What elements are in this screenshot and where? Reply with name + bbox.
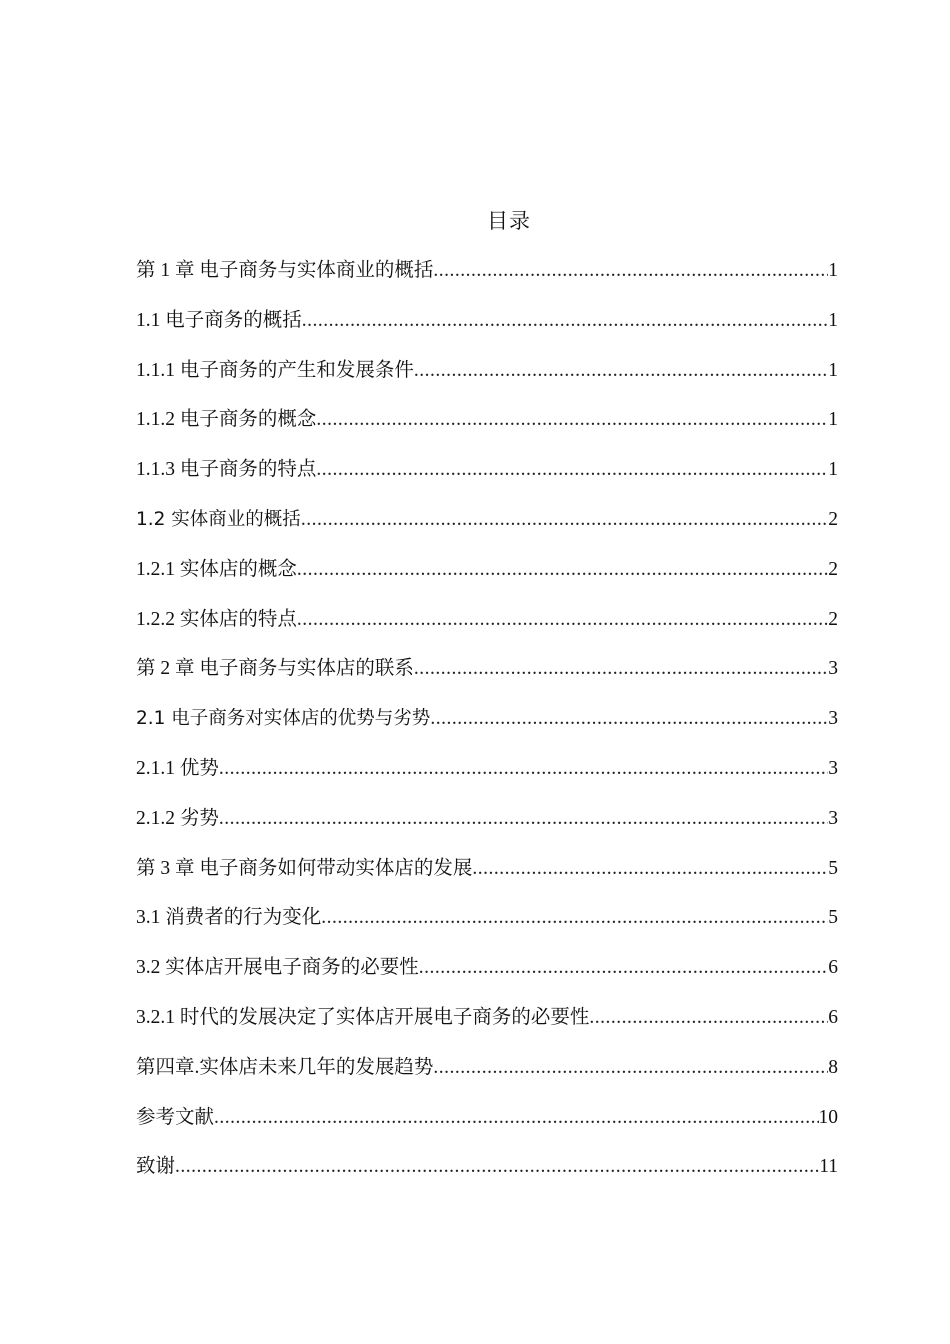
- dot-leader: [214, 1103, 818, 1133]
- toc-entry-label: 致谢: [136, 1156, 176, 1178]
- toc-entry-page-number: 3: [828, 807, 838, 829]
- toc-entry-page-number: 3: [828, 708, 838, 730]
- dot-leader: [316, 455, 828, 485]
- toc-entry[interactable]: [136, 754, 838, 804]
- toc-entry[interactable]: [136, 356, 838, 406]
- toc-entry-label: 2.1 电子商务对实体店的优势与劣势: [136, 708, 431, 730]
- toc-entry-label: 2.1.2 劣势: [136, 807, 219, 829]
- toc-entry[interactable]: [136, 953, 838, 1003]
- dot-leader: [301, 505, 828, 535]
- toc-entry-label: 1.1.1 电子商务的产生和发展条件: [136, 359, 414, 381]
- toc-entry[interactable]: [136, 405, 838, 455]
- toc-title: 目录: [487, 209, 531, 233]
- toc-entry[interactable]: [136, 1152, 838, 1202]
- toc-entry[interactable]: [136, 654, 838, 704]
- dot-leader: [297, 555, 828, 585]
- toc-entry[interactable]: [136, 1053, 838, 1103]
- toc-entry-page-number: 5: [828, 857, 838, 879]
- toc-entry-page-number: 8: [828, 1056, 838, 1078]
- toc-entry[interactable]: [136, 555, 838, 605]
- table-of-contents: [136, 256, 838, 1202]
- toc-entry-label: 1.2.2 实体店的特点: [136, 608, 297, 630]
- toc-entry-page-number: 6: [828, 957, 838, 979]
- toc-entry-label: 2.1.1 优势: [136, 757, 219, 779]
- toc-entry-label: 3.2 实体店开展电子商务的必要性: [136, 957, 419, 979]
- toc-entry-page-number: 1: [828, 309, 838, 331]
- toc-entry[interactable]: [136, 1103, 838, 1153]
- toc-entry[interactable]: [136, 256, 838, 306]
- toc-entry-page-number: 1: [828, 409, 838, 431]
- toc-entry-label: 1.1 电子商务的概括: [136, 309, 302, 331]
- toc-entry-page-number: 5: [828, 907, 838, 929]
- dot-leader: [472, 854, 828, 884]
- dot-leader: [219, 804, 828, 834]
- toc-entry-label: 1.1.2 电子商务的概念: [136, 409, 317, 431]
- toc-entry-page-number: 2: [828, 508, 838, 530]
- toc-entry-page-number: 11: [819, 1156, 838, 1178]
- toc-entry-label: 1.2 实体商业的概括: [136, 508, 301, 530]
- dot-leader: [589, 1003, 828, 1033]
- toc-entry[interactable]: [136, 804, 838, 854]
- dot-leader: [419, 953, 828, 983]
- toc-entry[interactable]: [136, 306, 838, 356]
- dot-leader: [414, 356, 828, 386]
- toc-entry-page-number: 1: [828, 260, 838, 281]
- toc-entry-page-number: 1: [828, 359, 838, 381]
- dot-leader: [175, 1152, 819, 1182]
- dot-leader: [219, 754, 828, 784]
- toc-entry[interactable]: [136, 903, 838, 953]
- dot-leader: [433, 1053, 828, 1083]
- toc-entry[interactable]: [136, 854, 838, 904]
- toc-entry-page-number: 2: [828, 558, 838, 580]
- toc-entry-page-number: 1: [828, 459, 838, 481]
- toc-entry[interactable]: [136, 605, 838, 655]
- toc-entry-label: 第 3 章 电子商务如何带动实体店的发展: [136, 857, 473, 879]
- toc-entry-page-number: 3: [828, 658, 838, 680]
- dot-leader: [302, 306, 828, 336]
- toc-entry-label: 1.2.1 实体店的概念: [136, 558, 297, 580]
- dot-leader: [430, 704, 828, 734]
- toc-entry-label: 3.1 消费者的行为变化: [136, 907, 322, 929]
- toc-entry[interactable]: [136, 1003, 838, 1053]
- toc-entry-label: 3.2.1 时代的发展决定了实体店开展电子商务的必要性: [136, 1006, 590, 1028]
- toc-entry-page-number: 3: [828, 757, 838, 779]
- dot-leader: [414, 654, 828, 684]
- toc-entry-label: 1.1.3 电子商务的特点: [136, 459, 317, 481]
- toc-entry[interactable]: [136, 455, 838, 505]
- dot-leader: [316, 405, 828, 435]
- toc-entry-label: 第 1 章 电子商务与实体商业的概括: [136, 260, 434, 281]
- toc-entry-page-number: 2: [828, 608, 838, 630]
- toc-entry-label: 第四章.实体店未来几年的发展趋势: [136, 1056, 434, 1078]
- dot-leader: [433, 256, 828, 286]
- dot-leader: [297, 605, 828, 635]
- toc-entry[interactable]: [136, 704, 838, 754]
- toc-entry-page-number: 6: [828, 1006, 838, 1028]
- toc-entry-page-number: 10: [818, 1106, 838, 1128]
- toc-entry[interactable]: [136, 505, 838, 555]
- toc-entry-label: 第 2 章 电子商务与实体店的联系: [136, 658, 414, 680]
- dot-leader: [321, 903, 828, 933]
- toc-entry-label: 参考文献: [136, 1106, 215, 1128]
